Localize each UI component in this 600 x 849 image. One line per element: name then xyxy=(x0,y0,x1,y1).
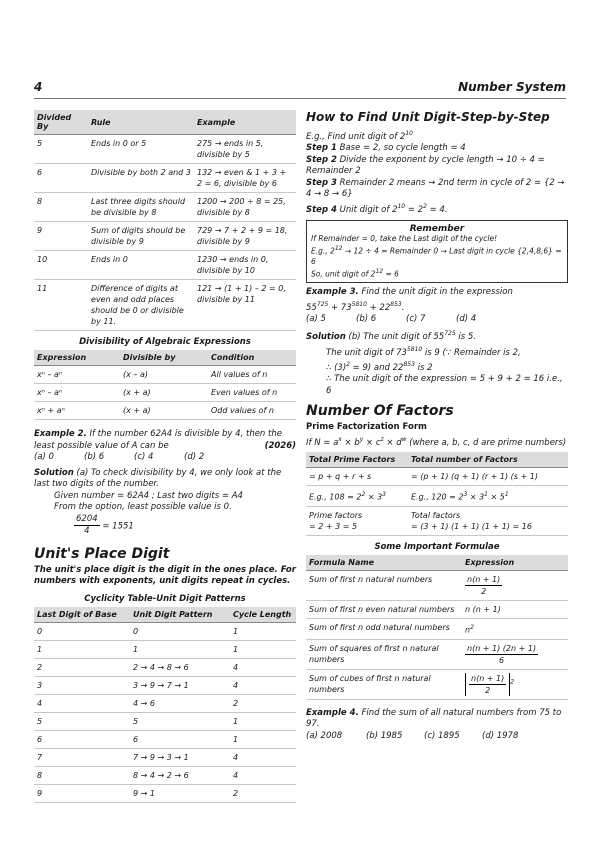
divisibility-table xyxy=(34,110,296,331)
table-row xyxy=(34,384,296,402)
table-cell: 1230 → ends in 0, divisible by 10 xyxy=(194,251,296,280)
table-row xyxy=(34,622,296,640)
table-row xyxy=(34,748,296,766)
table-cell: 9 → 1 xyxy=(130,784,230,802)
option: (c) 1895 xyxy=(424,730,460,741)
table-cell: 0 xyxy=(34,622,130,640)
table-cell: 8 xyxy=(34,766,130,784)
column-header: Unit Digit Pattern xyxy=(130,607,230,623)
step-line: Step 4 Unit digit of $2^{10} = 2^2 = 4$. xyxy=(306,202,448,215)
table-caption: Some Important Formulae xyxy=(374,541,500,552)
step-line: Step 2 Divide the exponent by cycle length → 10 ÷ 4 = Remainder 2 xyxy=(306,154,545,177)
factors-table xyxy=(306,452,568,536)
table-row: E.g., $108 = 2^2 \times 3^3$ E.g., $120 = 2^3 \times 3^1 \times 5^1$ xyxy=(306,486,568,507)
remember-line: E.g., $2^{12} \to 12 \div 4$ = Remainder 0 → Last digit in cycle {2,4,8,6} = 6 xyxy=(311,245,562,266)
table-cell: 6 xyxy=(34,730,130,748)
table-cell: 9 xyxy=(34,222,88,251)
table-cell: 7 xyxy=(34,748,130,766)
table-row xyxy=(34,640,296,658)
table-cell: 1200 → 200 ÷ 8 = 25, divisible by 8 xyxy=(194,193,296,222)
option: (c) 7 xyxy=(406,313,426,324)
table-cell: 2 → 4 → 8 → 6 xyxy=(130,658,230,676)
fraction-result: = 1551 xyxy=(102,521,134,531)
table-cell: 8 → 4 → 2 → 6 xyxy=(130,766,230,784)
table-cell: Last three digits should be divisible by 8 xyxy=(88,193,194,222)
table-row: Sum of squares of first n natural numbers $\frac{n(n + 1) (2n + 1)}{6}$ xyxy=(306,639,568,669)
column-header: Divided By xyxy=(34,110,88,135)
table-cell: (x + a) xyxy=(120,402,208,420)
table-row xyxy=(34,694,296,712)
table-cell: 0 xyxy=(130,622,230,640)
table-cell: (x – a) xyxy=(120,366,208,384)
column-header: Rule xyxy=(88,110,194,135)
table-row xyxy=(34,251,296,280)
table-cell: 2 xyxy=(230,694,296,712)
sub-heading: Prime Factorization Form xyxy=(306,422,427,433)
table-cell: 1 xyxy=(230,712,296,730)
option: (d) 2 xyxy=(184,452,205,462)
table-cell: xⁿ – aⁿ xyxy=(34,366,120,384)
table-cell: 4 xyxy=(230,658,296,676)
table-cell: 132 → even & 1 + 3 + 2 = 6, divisible by 6 xyxy=(194,164,296,193)
table-cell: 3 → 9 → 7 → 1 xyxy=(130,676,230,694)
table-cell: Difference of digits at even and odd places should be 0 or divisible by 11. xyxy=(88,280,194,331)
table-row: = p + q + r + s = (p + 1) (q + 1) (r + 1) (s + 1) xyxy=(306,468,568,486)
column-header: Total number of Factors xyxy=(408,452,568,468)
step-line: Step 1 Base = 2, so cycle length = 4 xyxy=(306,143,466,154)
table-cell: 2 xyxy=(34,658,130,676)
table-caption: Cyclicity Table-Unit Digit Patterns xyxy=(84,593,246,604)
options xyxy=(34,452,296,464)
table-cell: 1 xyxy=(130,640,230,658)
exam-year: (2026) xyxy=(264,440,296,451)
table-cell: 1 xyxy=(34,640,130,658)
definition: If $N = a^x \times b^y \times c^z \times d^w$ (where a, b, c, d are prime numbers) xyxy=(306,435,567,448)
example-label: Example 2. xyxy=(34,429,87,439)
column-header: Condition xyxy=(208,350,296,366)
table-cell: 1 xyxy=(230,622,296,640)
column-header: Divisible by xyxy=(120,350,208,366)
example-line: E.g., Find unit digit of $2^{10}$ xyxy=(306,130,413,142)
section-intro: The unit's place digit is the digit in the ones place. For numbers with exponents, unit digits repeat in cycles. xyxy=(34,564,296,586)
table-cell: 1 xyxy=(230,730,296,748)
table-row xyxy=(34,676,296,694)
option: (d) 1978 xyxy=(482,730,519,741)
section-heading: How to Find Unit Digit-Step-by-Step xyxy=(306,110,550,124)
table-cell: 6 xyxy=(130,730,230,748)
table-cell: 1 xyxy=(230,640,296,658)
table-cell: Ends in 0 or 5 xyxy=(88,135,194,164)
column-header: Formula Name xyxy=(306,555,462,571)
column-header: Total Prime Factors xyxy=(306,452,408,468)
option: (a) 5 xyxy=(306,313,326,324)
table-row: Sum of first n natural numbers $\frac{n(n + 1)}{2}$ xyxy=(306,570,568,600)
numerator: 6204 xyxy=(74,514,100,527)
table-cell: xⁿ – aⁿ xyxy=(34,384,120,402)
table-cell: 8 xyxy=(34,193,88,222)
table-cell: 10 xyxy=(34,251,88,280)
example-question: If the number 62A4 is divisible by 4, then the least possible value of A can be xyxy=(34,429,282,451)
solution-label: Solution xyxy=(34,467,74,478)
solution-line: Given number = 62A4 ; Last two digits = A4 xyxy=(54,490,243,501)
table-row xyxy=(34,135,296,164)
table-cell: 2 xyxy=(230,784,296,802)
algebraic-table xyxy=(34,350,296,420)
option: (a) 0 xyxy=(34,452,54,462)
example-3: Example 3. Find the unit digit in the expression $55^{725} + 73^{5810} + 22^{853}$. (a) 5 (b) 6 (c) 7 (d) 4 Solution (b) The unit digit of $55^{725}$ is 5. The unit digit of $73^{5810}$ is 9 (∵ Remainder is 2, ∴ $(3)^2 = 9$) and $22^{853}$ is 2 ∴ The unit digit of the expression = 5 + 9 + 2 = 16 i.e., 6 xyxy=(306,287,568,397)
table-cell: 6 xyxy=(34,164,88,193)
table-row: Prime factors = 2 + 3 = 5 Total factors = (3 + 1) (1 + 1) (1 + 1) = 16 xyxy=(306,506,568,535)
option: (b) 1985 xyxy=(366,730,403,741)
remember-title: Remember xyxy=(409,224,465,235)
denominator: 4 xyxy=(84,526,90,536)
table-cell: 5 xyxy=(34,712,130,730)
options xyxy=(306,314,568,326)
column-header: Example xyxy=(194,110,296,135)
table-cell: 7 → 9 → 3 → 1 xyxy=(130,748,230,766)
table-cell: xⁿ + aⁿ xyxy=(34,402,120,420)
table-cell: 3 xyxy=(34,676,130,694)
formulae-table xyxy=(306,555,568,700)
chapter-title: Number System xyxy=(458,80,566,94)
table-row xyxy=(34,193,296,222)
cyclicity-table xyxy=(34,607,296,803)
table-row xyxy=(34,222,296,251)
solution-answer: (a) xyxy=(76,467,89,478)
solution-text: To check divisibility by 4, we only look at the last two digits of the number. xyxy=(34,467,282,489)
table-cell: 4 xyxy=(230,676,296,694)
page-number: 4 xyxy=(34,80,43,94)
table-cell: Sum of digits should be divisible by 9 xyxy=(88,222,194,251)
remember-box xyxy=(306,220,568,283)
table-cell: Odd values of n xyxy=(208,402,296,420)
option: (b) 6 xyxy=(84,452,105,462)
table-row xyxy=(34,402,296,420)
example-4: Example 4. Find the sum of all natural numbers from 75 to 97. (a) 2008 (b) 1985 (c) 1895 (d) 1978 xyxy=(306,708,568,743)
option: (c) 4 xyxy=(134,452,154,462)
options xyxy=(306,731,568,743)
table-cell: 4 xyxy=(230,748,296,766)
table-row xyxy=(34,784,296,802)
table-cell: 275 → ends in 5, divisible by 5 xyxy=(194,135,296,164)
right-column xyxy=(306,110,568,742)
table-cell: Divisible by both 2 and 3 xyxy=(88,164,194,193)
table-row: Sum of cubes of first n natural numbers $\frac{n(n + 1)}{2}$ $^2$ xyxy=(306,669,568,699)
example-2 xyxy=(34,429,296,538)
section-heading: Number Of Factors xyxy=(306,403,454,420)
table-cell: 5 xyxy=(130,712,230,730)
column-header: Last Digit of Base xyxy=(34,607,130,623)
section-heading: Unit's Place Digit xyxy=(34,545,170,562)
table-cell: 4 → 6 xyxy=(130,694,230,712)
solution-line: From the option, least possible value is 0. xyxy=(54,502,232,512)
column-header: Expression xyxy=(462,555,568,571)
remember-line: If Remainder = 0, take the Last digit of the cycle! xyxy=(311,234,498,244)
table-cell: All values of n xyxy=(208,366,296,384)
column-header: Expression xyxy=(34,350,120,366)
remember-line: So, unit digit of $2^{12} = 6$ xyxy=(311,267,399,279)
option: (b) 6 xyxy=(356,313,377,324)
table-row xyxy=(34,280,296,331)
table-cell: 121 → (1 + 1) – 2 = 0, divisible by 11 xyxy=(194,280,296,331)
table-row xyxy=(34,164,296,193)
table-row: Sum of first n even natural numbers n (n + 1) xyxy=(306,600,568,618)
table-cell: 729 → 7 + 2 + 9 = 18, divisible by 9 xyxy=(194,222,296,251)
expression: $55^{725} + 73^{5810} + 22^{853}$. xyxy=(306,300,405,313)
solution-fraction xyxy=(34,514,296,538)
table-caption: Divisibility of Algebraic Expressions xyxy=(79,337,251,347)
table-cell: 5 xyxy=(34,135,88,164)
table-cell: (x + a) xyxy=(120,384,208,402)
table-row xyxy=(34,730,296,748)
column-header: Cycle Length xyxy=(230,607,296,623)
table-cell: 4 xyxy=(230,766,296,784)
option: (a) 2008 xyxy=(306,730,343,741)
table-cell: 9 xyxy=(34,784,130,802)
left-column xyxy=(34,110,296,803)
table-row xyxy=(34,712,296,730)
option: (d) 4 xyxy=(456,313,477,324)
table-cell: 11 xyxy=(34,280,88,331)
table-row xyxy=(34,766,296,784)
page-header xyxy=(34,78,566,99)
table-row xyxy=(34,658,296,676)
table-cell: 4 xyxy=(34,694,130,712)
table-cell: Even values of n xyxy=(208,384,296,402)
table-row xyxy=(34,366,296,384)
step-line: Step 3 Remainder 2 means → 2nd term in cycle of 2 = {2 → 4 → 8 → 6} xyxy=(306,177,565,200)
table-cell: Ends in 0 xyxy=(88,251,194,280)
table-row: Sum of first n odd natural numbers $n^2$ xyxy=(306,618,568,639)
